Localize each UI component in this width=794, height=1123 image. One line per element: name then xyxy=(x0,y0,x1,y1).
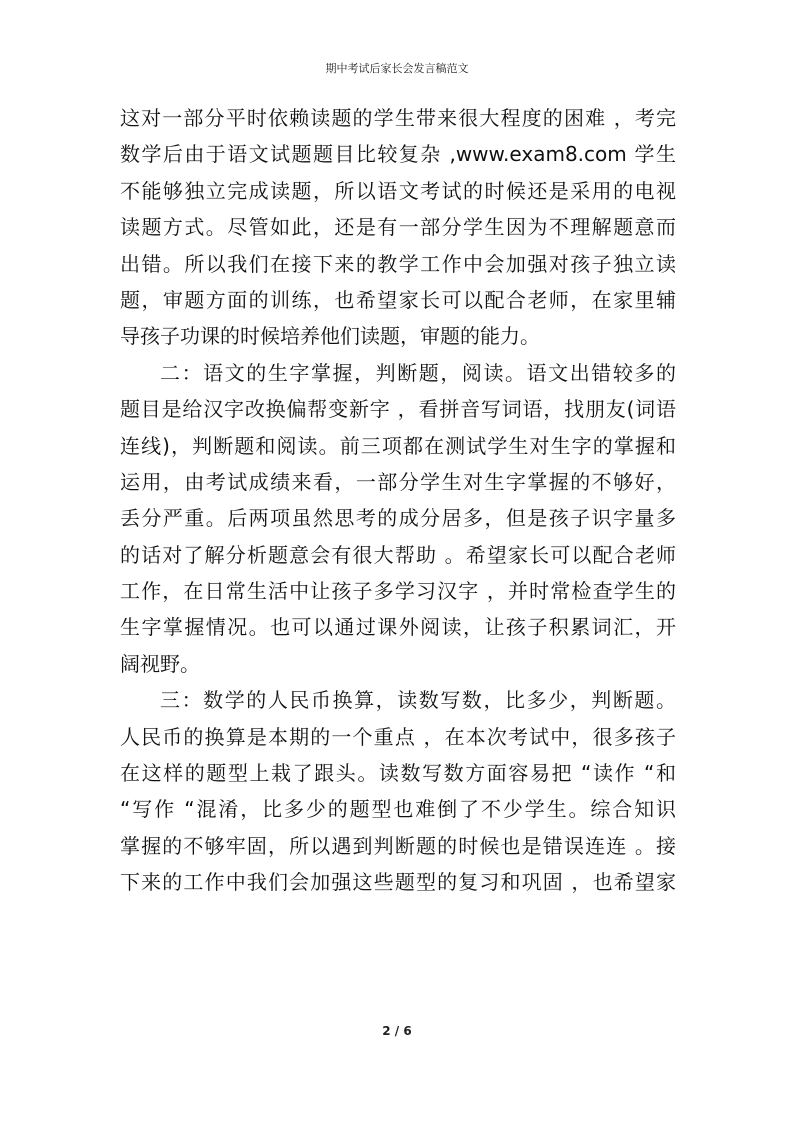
text-line: 掌握的不够牢固，所以遇到判断题的时候也是错误连连 。接 xyxy=(120,833,676,858)
text-line: 下来的工作中我们会加强这些题型的复习和巩固 ，也希望家 xyxy=(120,870,676,895)
text-line: 不能够独立完成读题，所以语文考试的时候还是采用的电视 xyxy=(120,178,676,203)
text-line: 二：语文的生字掌握，判断题，阅读。语文出错较多的 xyxy=(160,360,676,385)
document-body xyxy=(120,100,676,901)
page-header: 期中考试后家长会发言稿范文 xyxy=(325,62,469,75)
text-line: 导孩子功课的时候培养他们读题，审题的能力。 xyxy=(120,324,540,349)
text-line: 丢分严重。后两项虽然思考的成分居多，但是孩子识字量多 xyxy=(120,506,676,531)
paragraph-3 xyxy=(120,682,676,900)
text-line: 的话对了解分析题意会有很大帮助 。希望家长可以配合老师 xyxy=(120,542,676,567)
text-line: 数学后由于语文试题题目比较复杂 ,www.exam8.com 学生 xyxy=(120,142,676,167)
text-line: 人民币的换算是本期的一个重点 ，在本次考试中，很多孩子 xyxy=(120,724,676,749)
text-line: 这对一部分平时依赖读题的学生带来很大程度的困难 ，考完 xyxy=(120,106,676,130)
text-line: 在这样的题型上栽了跟头。读数写数方面容易把 “读作 “和 xyxy=(120,761,676,786)
text-line: 运用，由考试成绩来看，一部分学生对生字掌握的不够好， xyxy=(120,469,676,494)
text-line: 生字掌握情况。也可以通过课外阅读，让孩子积累词汇，开 xyxy=(120,615,676,640)
text-line: 阔视野。 xyxy=(120,651,200,676)
text-line: 三：数学的人民币换算，读数写数，比多少，判断题。 xyxy=(160,688,676,713)
text-line: “写作 “混淆，比多少的题型也难倒了不少学生。综合知识 xyxy=(120,797,676,822)
page-number: 2 / 6 xyxy=(382,1024,412,1038)
text-line: 题目是给汉字改换偏帮变新字 ，看拼音写词语，找朋友(词语 xyxy=(120,397,676,422)
text-line: 连线)，判断题和阅读。前三项都在测试学生对生字的掌握和 xyxy=(120,433,676,458)
paragraph-2 xyxy=(120,355,676,683)
paragraph-1 xyxy=(120,100,676,355)
text-line: 工作，在日常生活中让孩子多学习汉字 ，并时常检查学生的 xyxy=(120,579,676,604)
text-line: 题，审题方面的训练，也希望家长可以配合老师，在家里辅 xyxy=(120,287,676,312)
text-line: 出错。所以我们在接下来的教学工作中会加强对孩子独立读 xyxy=(120,251,676,276)
text-line: 读题方式。尽管如此，还是有一部分学生因为不理解题意而 xyxy=(120,215,676,240)
